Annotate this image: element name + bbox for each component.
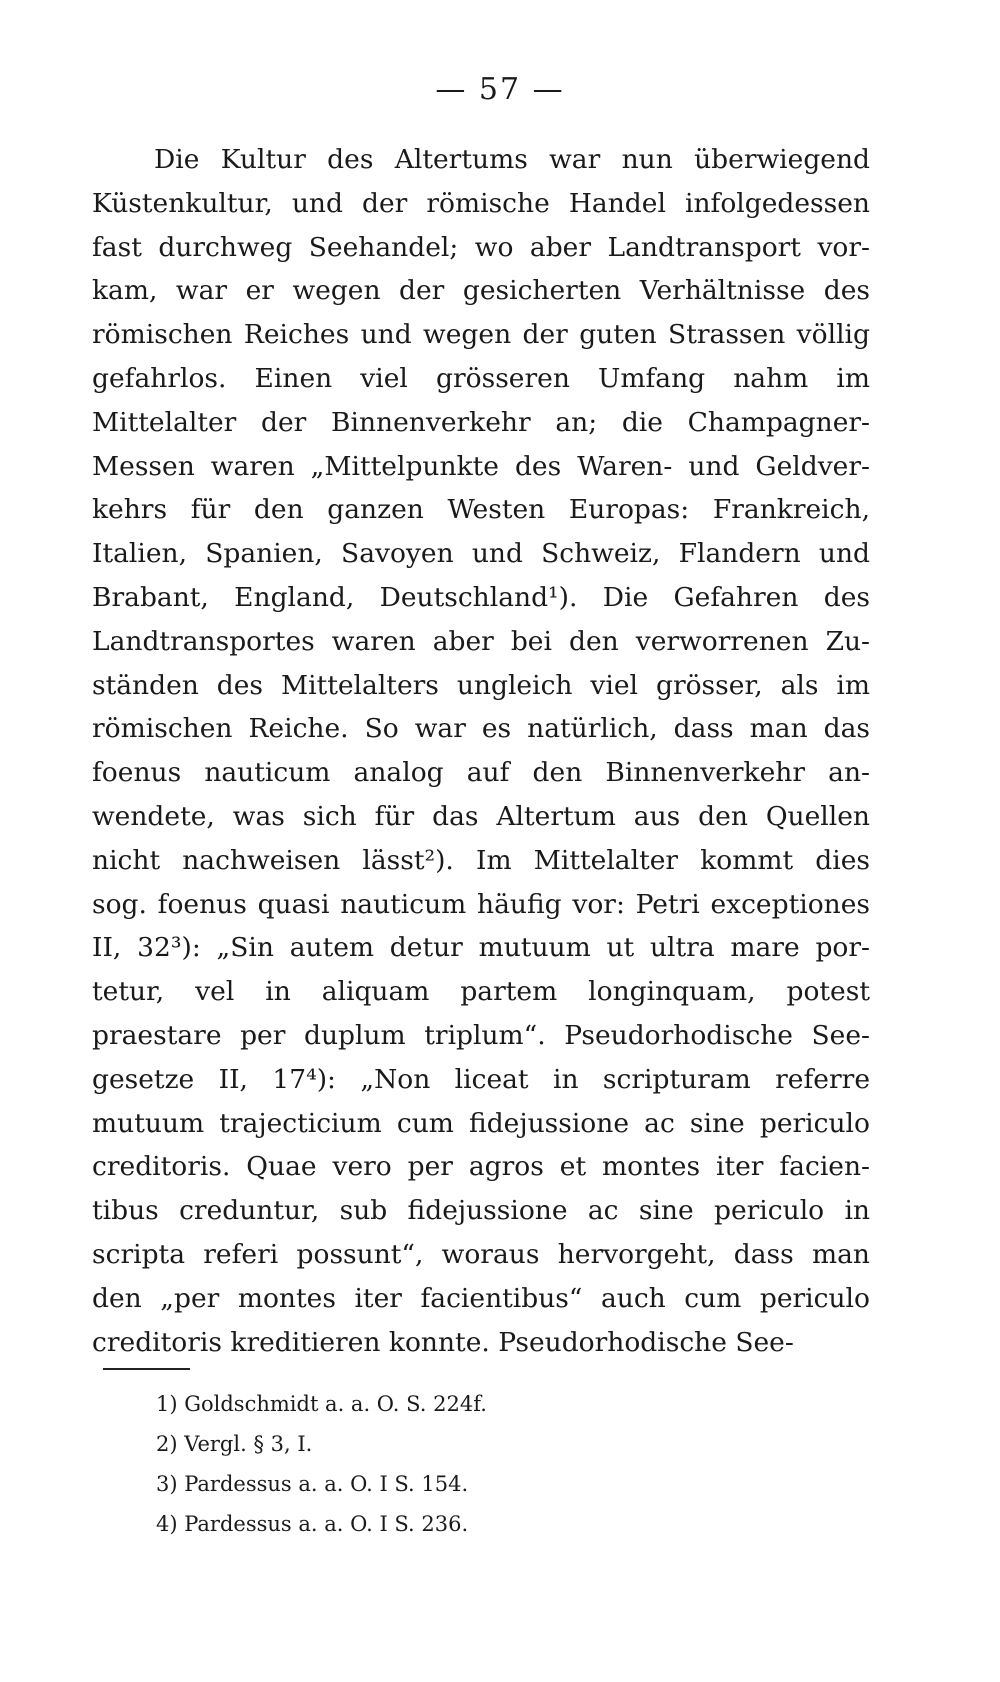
footnote-rule	[103, 1368, 190, 1370]
footnote: 2) Vergl. § 3, I.	[156, 1432, 313, 1456]
footnote: 3) Pardessus a. a. O. I S. 154.	[156, 1472, 469, 1496]
footnote: 1) Goldschmidt a. a. O. S. 224f.	[156, 1392, 487, 1416]
body-line: mutuum trajecticium cum fidejussione ac sine periculo	[92, 1107, 870, 1139]
body-line: nicht nachweisen lässt²). Im Mittelalter kommt dies	[92, 844, 870, 876]
footnote: 4) Pardessus a. a. O. I S. 236.	[156, 1512, 469, 1536]
body-line: Küstenkultur, und der römische Handel infolgedessen	[92, 187, 870, 219]
body-line: den „per montes iter facientibus“ auch cum periculo	[92, 1282, 870, 1314]
page-number: — 57 —	[435, 72, 565, 107]
body-line: römischen Reiche. So war es natürlich, dass man das	[92, 713, 870, 745]
body-line: Messen waren „Mittelpunkte des Waren- und Geldver-	[92, 450, 870, 482]
body-line: fast durchweg Seehandel; wo aber Landtransport vor-	[92, 231, 870, 263]
body-line: kehrs für den ganzen Westen Europas: Frankreich,	[92, 494, 870, 526]
body-line: foenus nauticum analog auf den Binnenverkehr an-	[92, 757, 870, 789]
body-line: ständen des Mittelalters ungleich viel grösser, als im	[92, 669, 870, 701]
body-line: scripta referi possunt“, woraus hervorgeht, dass man	[92, 1238, 870, 1270]
body-line: creditoris kreditieren konnte. Pseudorhodische See-	[92, 1326, 794, 1358]
body-line: II, 32³): „Sin autem detur mutuum ut ultra mare por-	[92, 932, 870, 964]
body-line: gefahrlos. Einen viel grösseren Umfang nahm im	[92, 362, 870, 394]
body-line: römischen Reiches und wegen der guten Strassen völlig	[92, 319, 870, 351]
body-line: tetur, vel in aliquam partem longinquam, potest	[92, 976, 870, 1008]
body-line: gesetze II, 17⁴): „Non liceat in scripturam referre	[92, 1063, 870, 1095]
body-line: creditoris. Quae vero per agros et montes iter facien-	[92, 1151, 870, 1183]
body-line: tibus creduntur, sub fidejussione ac sine periculo in	[92, 1195, 870, 1227]
footnotes	[156, 1384, 756, 1544]
body-line: sog. foenus quasi nauticum häufig vor: Petri exceptiones	[92, 888, 870, 920]
body-line: wendete, was sich für das Altertum aus den Quellen	[92, 800, 870, 832]
body-line: Landtransportes waren aber bei den verworrenen Zu-	[92, 625, 870, 657]
body-line: kam, war er wegen der gesicherten Verhältnisse des	[92, 275, 870, 307]
body-text	[92, 138, 870, 1364]
body-line: praestare per duplum triplum“. Pseudorhodische See-	[92, 1019, 870, 1051]
body-line: Italien, Spanien, Savoyen und Schweiz, Flandern und	[92, 538, 870, 570]
body-line: Die Kultur des Altertums war nun überwiegend	[154, 144, 870, 175]
body-line: Mittelalter der Binnenverkehr an; die Champagner-	[92, 406, 870, 438]
body-line: Brabant, England, Deutschland¹). Die Gefahren des	[92, 581, 870, 613]
